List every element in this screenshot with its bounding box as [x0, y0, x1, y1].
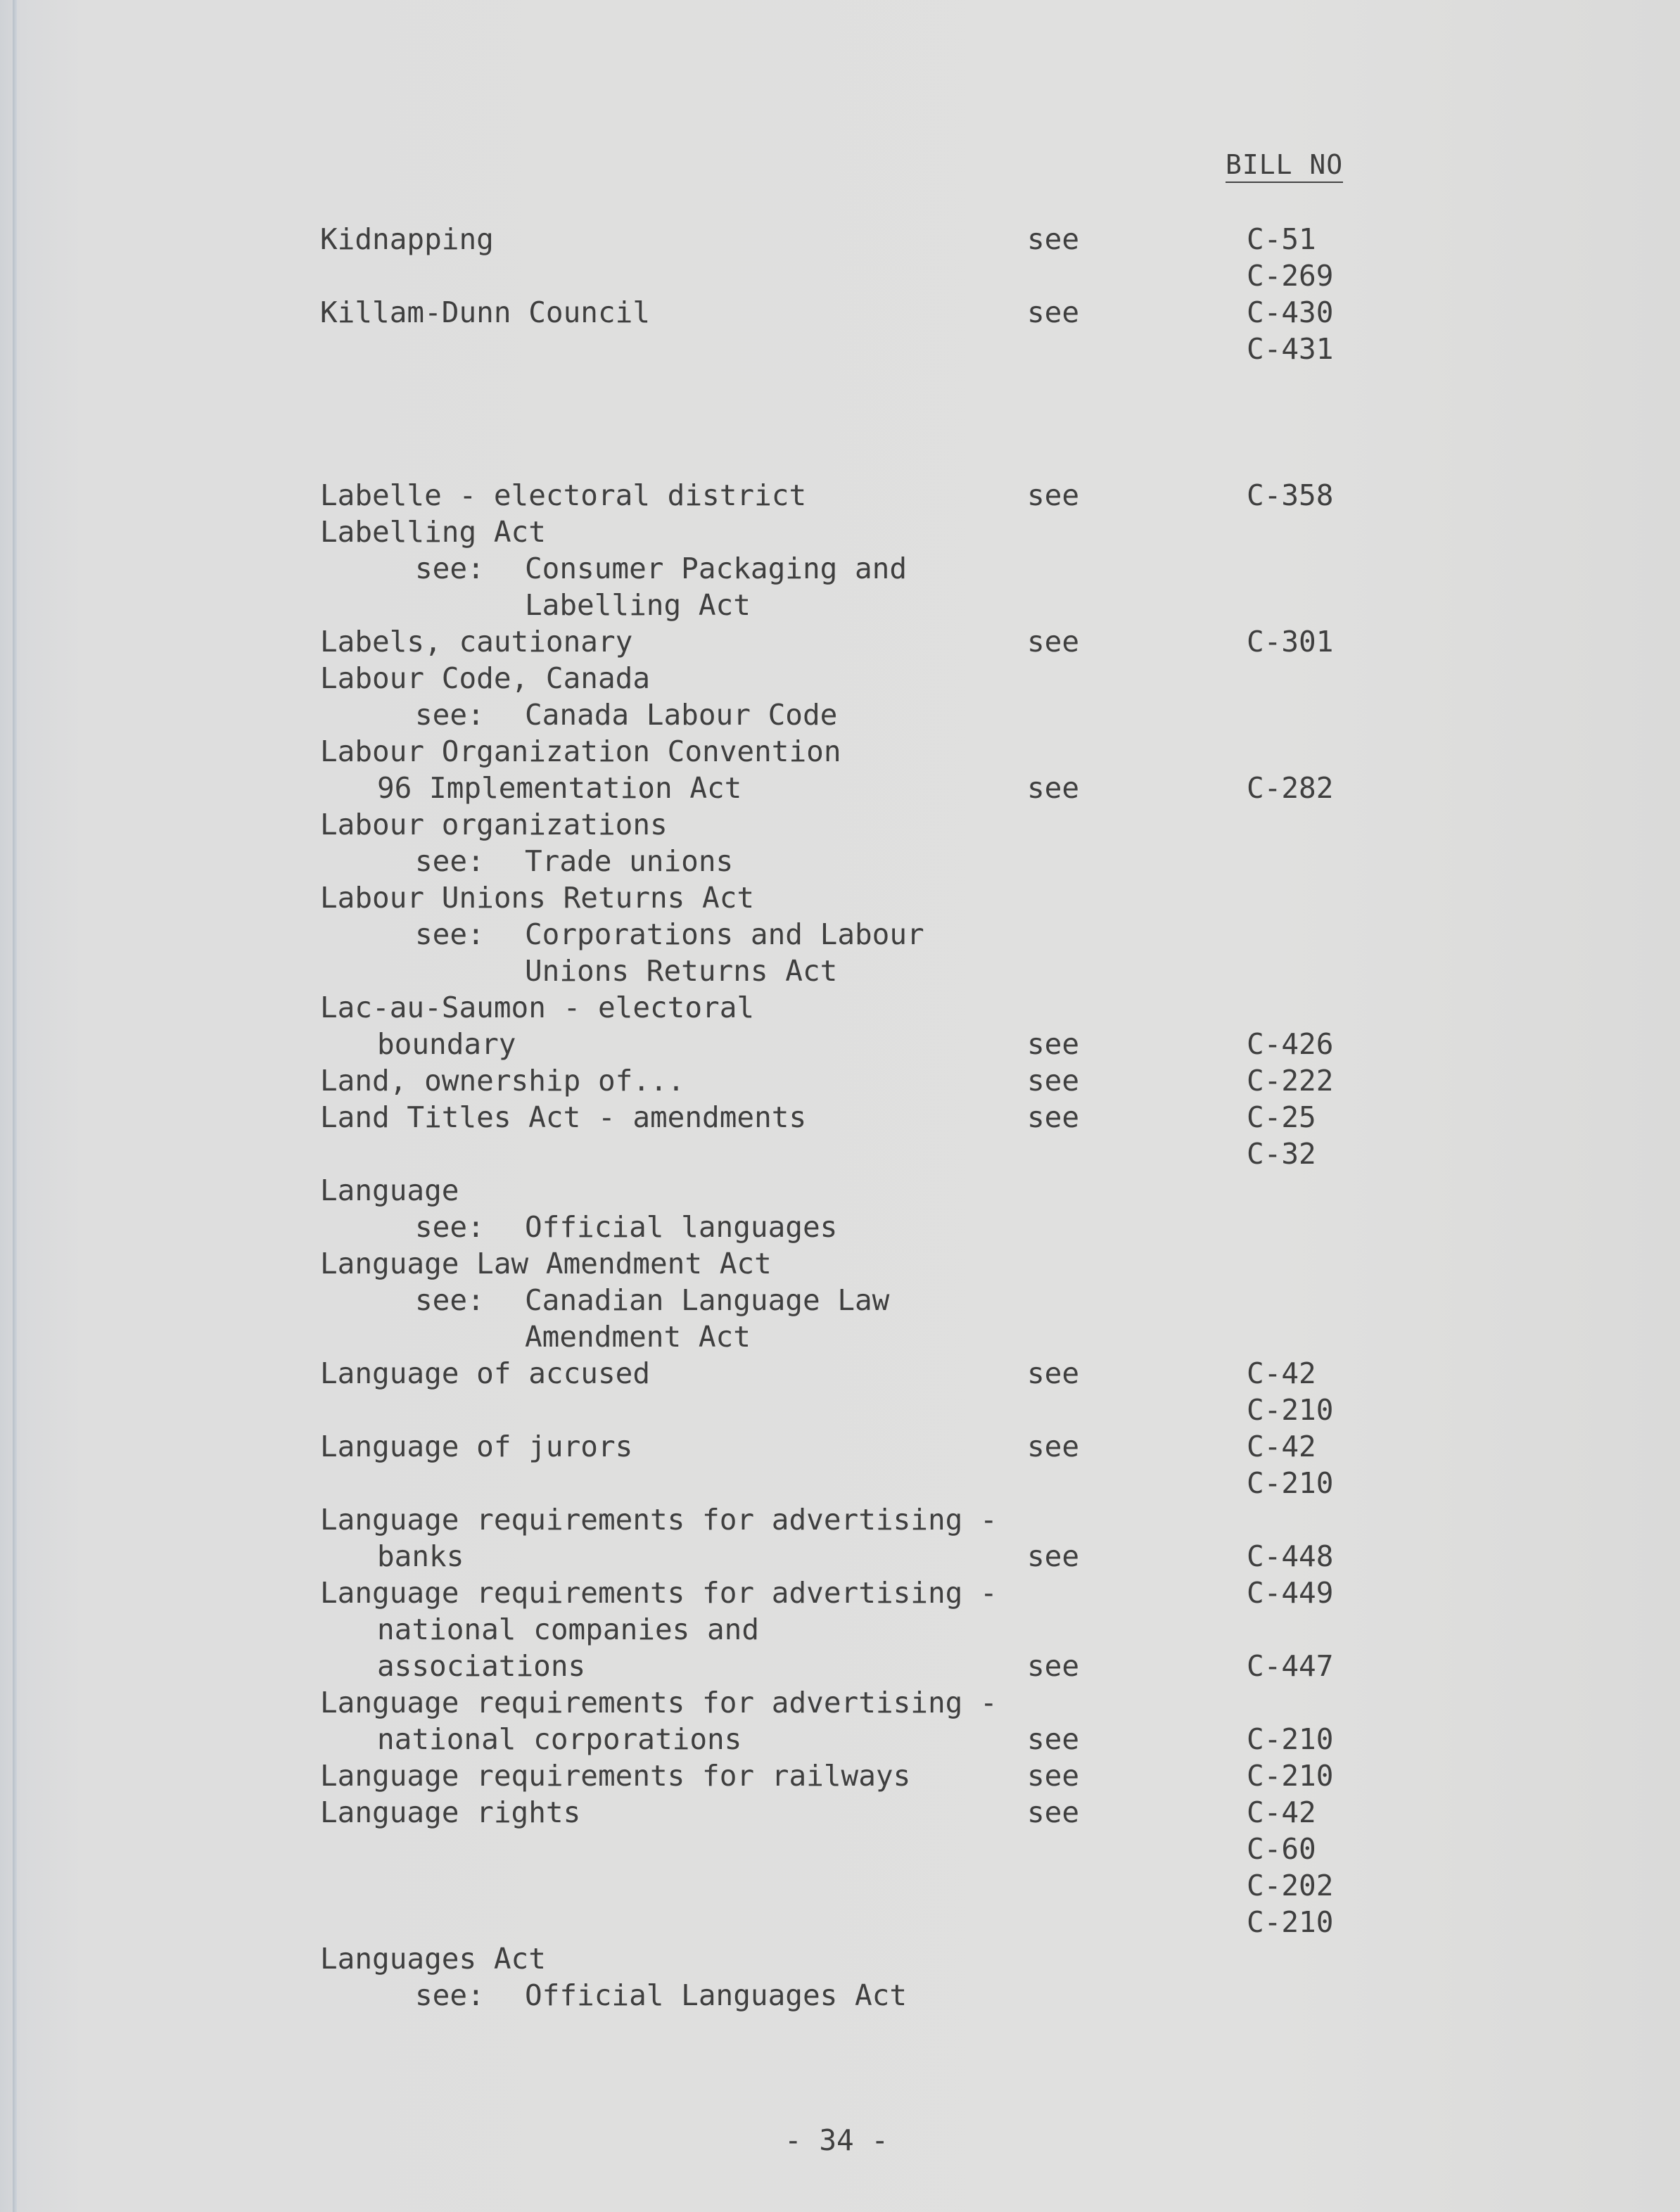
entry-text: see: [415, 844, 485, 878]
index-row [0, 587, 1680, 623]
index-row [0, 697, 1680, 733]
entry-text: Consumer Packaging and [525, 552, 908, 585]
entry-text: 96 Implementation Act [377, 771, 742, 805]
bill-number: C-210 [1247, 1393, 1334, 1427]
entry-text: Labour organizations [320, 808, 668, 841]
index-row [0, 1867, 1680, 1904]
bill-number: C-42 [1247, 1356, 1316, 1390]
index-row [0, 258, 1680, 294]
entry-text: Corporations and Labour [525, 917, 924, 951]
entry-text: see: [415, 1210, 485, 1244]
see-reference: see [1027, 1430, 1080, 1463]
entry-text: Canada Labour Code [525, 698, 838, 732]
bill-number: C-60 [1247, 1832, 1316, 1866]
entry-text: Labelling Act [320, 515, 546, 549]
see-reference: see [1027, 1759, 1080, 1793]
entry-text: Kidnapping [320, 222, 494, 256]
entry-text: Lac-au-Saumon - electoral [320, 991, 755, 1024]
entry-text: Canadian Language Law [525, 1283, 890, 1317]
bill-number: C-430 [1247, 295, 1334, 329]
index-row [0, 1245, 1680, 1282]
see-reference: see [1027, 625, 1080, 659]
index-row [0, 331, 1680, 367]
bill-number: C-222 [1247, 1064, 1334, 1098]
index-row [0, 1136, 1680, 1172]
index-row [0, 623, 1680, 660]
entry-text: banks [377, 1539, 464, 1573]
see-reference: see [1027, 1100, 1080, 1134]
entry-text: Language requirements for advertising - [320, 1686, 998, 1720]
index-row [0, 1099, 1680, 1136]
see-reference: see [1027, 1649, 1080, 1683]
entry-text: see: [415, 552, 485, 585]
entry-text: see: [415, 917, 485, 951]
entry-text: Language rights [320, 1795, 581, 1829]
entry-text: Languages Act [320, 1942, 546, 1976]
index-row [0, 953, 1680, 989]
entry-text: Language of accused [320, 1356, 650, 1390]
see-reference: see [1027, 771, 1080, 805]
entry-text: Unions Returns Act [525, 954, 838, 988]
index-row [0, 1355, 1680, 1392]
entry-text: Amendment Act [525, 1320, 751, 1354]
bill-number: C-51 [1247, 222, 1316, 256]
index-row [0, 916, 1680, 953]
index-row [0, 1465, 1680, 1501]
see-reference: see [1027, 1539, 1080, 1573]
bill-number: C-447 [1247, 1649, 1334, 1683]
bill-number: C-210 [1247, 1466, 1334, 1500]
bill-number: C-210 [1247, 1722, 1334, 1756]
entry-text: Land, ownership of... [320, 1064, 685, 1098]
entry-text: Language requirements for advertising - [320, 1503, 998, 1537]
index-row [0, 1538, 1680, 1575]
entry-text: Labelle - electoral district [320, 478, 807, 512]
entry-text: Labour Unions Returns Act [320, 881, 755, 915]
index-row [0, 770, 1680, 806]
index-row [0, 294, 1680, 331]
index-row [0, 514, 1680, 550]
bill-number: C-282 [1247, 771, 1334, 805]
index-row [0, 806, 1680, 843]
index-row [0, 221, 1680, 258]
column-header-bill-no: BILL NO [1226, 149, 1343, 183]
index-row [0, 1940, 1680, 1977]
entry-text: Language Law Amendment Act [320, 1247, 772, 1280]
entry-text: Language [320, 1174, 459, 1207]
bill-number: C-426 [1247, 1027, 1334, 1061]
index-row [0, 1428, 1680, 1465]
bill-number: C-269 [1247, 259, 1334, 293]
bill-number: C-449 [1247, 1576, 1334, 1610]
entry-text: national corporations [377, 1722, 742, 1756]
entry-text: Labels, cautionary [320, 625, 633, 659]
see-reference: see [1027, 1356, 1080, 1390]
bill-number: C-448 [1247, 1539, 1334, 1573]
bill-number: C-42 [1247, 1430, 1316, 1463]
index-row [0, 1282, 1680, 1318]
see-reference: see [1027, 1064, 1080, 1098]
entry-text: Trade unions [525, 844, 734, 878]
entry-text: see: [415, 1978, 485, 2012]
index-row [0, 1501, 1680, 1538]
index-row [0, 550, 1680, 587]
index-row [0, 1757, 1680, 1794]
bill-number: C-32 [1247, 1137, 1316, 1171]
index-row [0, 843, 1680, 879]
index-row [0, 1648, 1680, 1684]
bill-number: C-301 [1247, 625, 1334, 659]
see-reference: see [1027, 222, 1080, 256]
bill-number: C-202 [1247, 1869, 1334, 1902]
index-row [0, 477, 1680, 514]
entry-text: Official Languages Act [525, 1978, 908, 2012]
see-reference: see [1027, 1722, 1080, 1756]
entry-text: Labelling Act [525, 588, 751, 622]
index-row [0, 1575, 1680, 1611]
entry-text: Land Titles Act - amendments [320, 1100, 807, 1134]
bill-number: C-42 [1247, 1795, 1316, 1829]
index-row [0, 1172, 1680, 1209]
entry-text: Official languages [525, 1210, 838, 1244]
index-row [0, 1062, 1680, 1099]
index-row [0, 733, 1680, 770]
entry-text: boundary [377, 1027, 516, 1061]
entry-text: Killam-Dunn Council [320, 295, 650, 329]
index-row [0, 1721, 1680, 1757]
entry-text: see: [415, 698, 485, 732]
see-reference: see [1027, 478, 1080, 512]
entry-text: Labour Code, Canada [320, 661, 650, 695]
bill-number: C-210 [1247, 1905, 1334, 1939]
bill-number: C-431 [1247, 332, 1334, 366]
bill-number: C-25 [1247, 1100, 1316, 1134]
see-reference: see [1027, 1795, 1080, 1829]
index-row [0, 1026, 1680, 1062]
index-row [0, 879, 1680, 916]
index-row [0, 1209, 1680, 1245]
entry-text: associations [377, 1649, 586, 1683]
index-row [0, 1318, 1680, 1355]
index-row [0, 1392, 1680, 1428]
entry-text: see: [415, 1283, 485, 1317]
entry-text: national companies and [377, 1613, 760, 1646]
see-reference: see [1027, 295, 1080, 329]
index-row [0, 1831, 1680, 1867]
index-row [0, 660, 1680, 697]
bill-number: C-210 [1247, 1759, 1334, 1793]
entry-text: Language requirements for railways [320, 1759, 911, 1793]
index-row [0, 1684, 1680, 1721]
index-row [0, 1611, 1680, 1648]
entry-text: Language of jurors [320, 1430, 633, 1463]
index-row [0, 989, 1680, 1026]
index-row [0, 1904, 1680, 1940]
page-number: - 34 - [784, 2123, 889, 2157]
entry-text: Language requirements for advertising - [320, 1576, 998, 1610]
see-reference: see [1027, 1027, 1080, 1061]
entry-text: Labour Organization Convention [320, 735, 841, 768]
index-row [0, 1794, 1680, 1831]
index-row [0, 1977, 1680, 2014]
bill-number: C-358 [1247, 478, 1334, 512]
